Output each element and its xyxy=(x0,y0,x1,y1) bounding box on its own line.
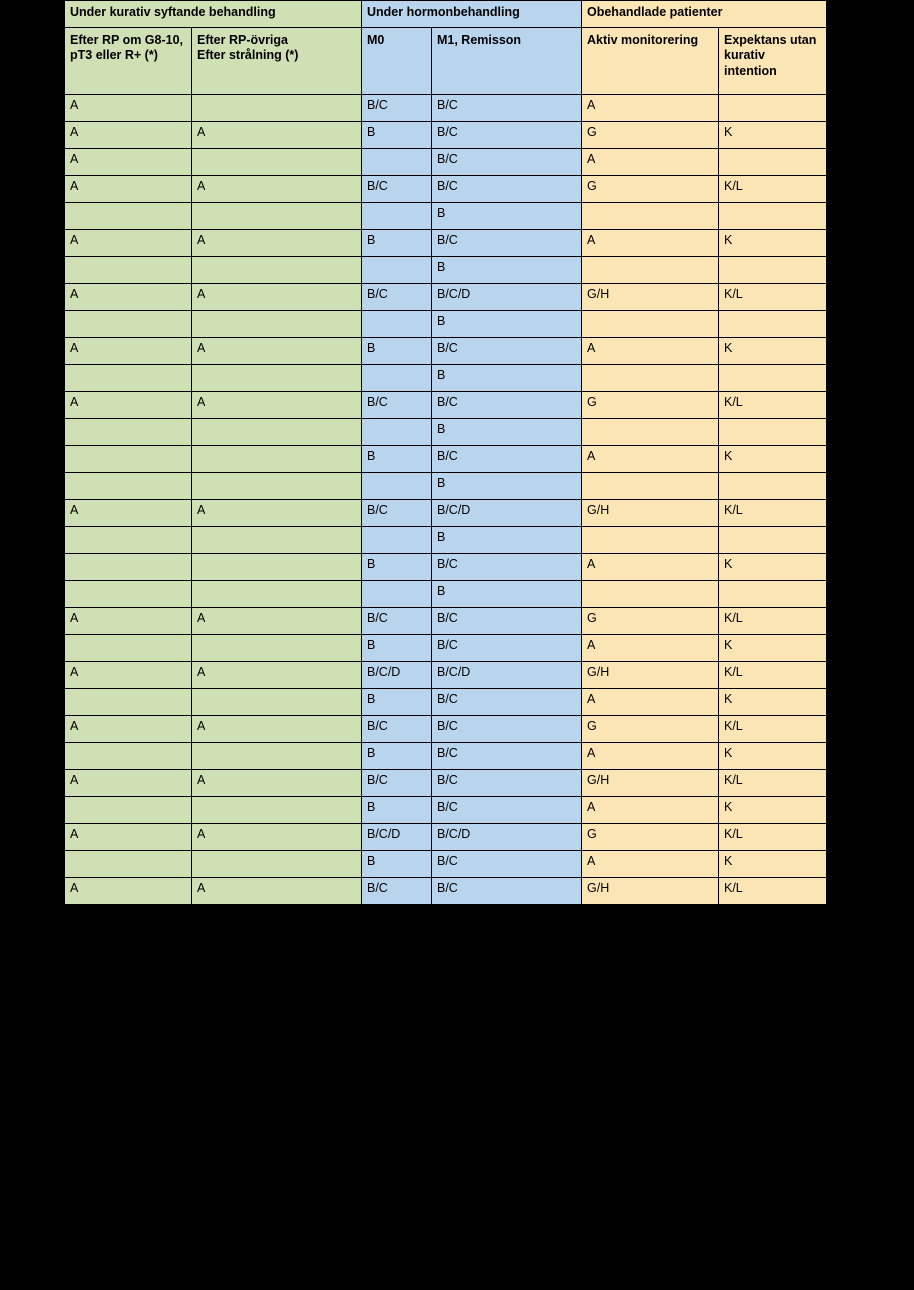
table-cell: A xyxy=(192,878,362,905)
table-cell xyxy=(192,689,362,716)
table-cell xyxy=(719,95,827,122)
table-row xyxy=(65,419,827,446)
table-row xyxy=(65,95,827,122)
table-cell: K/L xyxy=(719,770,827,797)
table-cell: K xyxy=(719,122,827,149)
table-cell: K/L xyxy=(719,176,827,203)
table-row xyxy=(65,203,827,230)
table-cell: A xyxy=(582,689,719,716)
table-row xyxy=(65,581,827,608)
table-cell xyxy=(65,743,192,770)
table-cell: B/C xyxy=(362,392,432,419)
table-cell xyxy=(582,203,719,230)
table-cell: K/L xyxy=(719,500,827,527)
table-cell xyxy=(192,851,362,878)
table-cell: B xyxy=(362,338,432,365)
table-cell: B xyxy=(362,122,432,149)
table-row xyxy=(65,716,827,743)
table-cell xyxy=(192,419,362,446)
table-cell xyxy=(192,743,362,770)
table-cell: A xyxy=(582,554,719,581)
table-row xyxy=(65,257,827,284)
table-cell: B xyxy=(432,581,582,608)
table-row xyxy=(65,554,827,581)
table-cell xyxy=(582,527,719,554)
table-cell: B xyxy=(432,419,582,446)
table-cell: B/C/D xyxy=(432,284,582,311)
table-cell: G/H xyxy=(582,770,719,797)
table-cell: G xyxy=(582,608,719,635)
table-cell: A xyxy=(65,824,192,851)
table-cell xyxy=(65,851,192,878)
table-cell: A xyxy=(582,635,719,662)
table-cell xyxy=(362,311,432,338)
table-cell: K xyxy=(719,635,827,662)
group-header-cell: Obehandlade patienter xyxy=(582,1,827,28)
table-cell xyxy=(362,203,432,230)
table-cell xyxy=(362,149,432,176)
table-cell: B xyxy=(432,473,582,500)
table-cell: A xyxy=(192,230,362,257)
table-cell: B/C/D xyxy=(432,824,582,851)
table-cell xyxy=(65,419,192,446)
table-cell: A xyxy=(65,500,192,527)
table-body xyxy=(65,1,827,905)
table-cell: B/C xyxy=(432,122,582,149)
table-cell: B xyxy=(362,230,432,257)
table-row xyxy=(65,122,827,149)
table-cell xyxy=(65,446,192,473)
table-cell: B/C xyxy=(432,797,582,824)
table-cell xyxy=(65,365,192,392)
table-row xyxy=(65,635,827,662)
table-cell: K/L xyxy=(719,716,827,743)
table-cell: B xyxy=(432,311,582,338)
table-cell: A xyxy=(65,662,192,689)
table-cell: B/C xyxy=(362,500,432,527)
table-cell: B/C/D xyxy=(362,824,432,851)
table-cell xyxy=(192,95,362,122)
table-cell: B/C xyxy=(362,770,432,797)
table-row xyxy=(65,824,827,851)
table-row xyxy=(65,365,827,392)
table-cell: B xyxy=(362,635,432,662)
table-row xyxy=(65,851,827,878)
table-cell xyxy=(362,581,432,608)
table-row xyxy=(65,608,827,635)
table-cell xyxy=(582,311,719,338)
table-cell: A xyxy=(192,716,362,743)
table-cell: K/L xyxy=(719,392,827,419)
table-cell xyxy=(192,149,362,176)
table-cell: G xyxy=(582,176,719,203)
table-cell xyxy=(192,554,362,581)
column-header-cell: Aktiv monitorering xyxy=(582,28,719,95)
table-cell: B/C xyxy=(362,608,432,635)
table-cell: G xyxy=(582,824,719,851)
table-cell xyxy=(582,473,719,500)
table-cell xyxy=(719,527,827,554)
table-cell: K xyxy=(719,446,827,473)
table-cell: B/C xyxy=(432,230,582,257)
group-header-cell: Under hormonbehandling xyxy=(362,1,582,28)
table-cell: B/C xyxy=(362,878,432,905)
table-cell: B xyxy=(362,743,432,770)
table-cell: B/C xyxy=(432,608,582,635)
table-row xyxy=(65,743,827,770)
table-cell: A xyxy=(65,122,192,149)
table-cell: K xyxy=(719,851,827,878)
table-cell: A xyxy=(192,176,362,203)
table-cell: A xyxy=(65,338,192,365)
table-cell xyxy=(65,311,192,338)
table-cell: B/C/D xyxy=(432,500,582,527)
table-cell: B/C xyxy=(432,770,582,797)
table-cell: A xyxy=(192,122,362,149)
table-cell: A xyxy=(192,284,362,311)
table-cell: B xyxy=(432,365,582,392)
table-cell xyxy=(192,446,362,473)
table-cell: A xyxy=(65,878,192,905)
table-cell xyxy=(719,581,827,608)
table-cell xyxy=(65,635,192,662)
table-cell: A xyxy=(65,284,192,311)
table-cell: B/C xyxy=(362,176,432,203)
table-cell xyxy=(192,527,362,554)
table-cell xyxy=(65,473,192,500)
table-cell: B xyxy=(362,689,432,716)
table-cell xyxy=(192,203,362,230)
table-cell: K xyxy=(719,230,827,257)
table-cell xyxy=(192,257,362,284)
table-cell: B/C xyxy=(362,284,432,311)
table-cell: G/H xyxy=(582,284,719,311)
table-cell: K/L xyxy=(719,878,827,905)
table-subheader-row xyxy=(65,28,827,95)
table-cell xyxy=(192,473,362,500)
table-cell: K/L xyxy=(719,824,827,851)
data-table-container xyxy=(64,0,826,905)
table-cell xyxy=(582,581,719,608)
table-cell: A xyxy=(582,797,719,824)
table-cell: B xyxy=(432,527,582,554)
table-cell: B/C xyxy=(432,149,582,176)
table-row xyxy=(65,527,827,554)
table-cell: B/C xyxy=(432,554,582,581)
table-cell: A xyxy=(582,149,719,176)
table-cell: K/L xyxy=(719,662,827,689)
table-cell: A xyxy=(582,338,719,365)
group-header-cell: Under kurativ syftande behandling xyxy=(65,1,362,28)
table-cell: G xyxy=(582,122,719,149)
table-row xyxy=(65,149,827,176)
table-cell: K/L xyxy=(719,284,827,311)
table-row xyxy=(65,770,827,797)
table-group-header-row xyxy=(65,1,827,28)
table-row xyxy=(65,311,827,338)
table-cell xyxy=(65,554,192,581)
column-header-cell: Efter RP om G8-10, pT3 eller R+ (*) xyxy=(65,28,192,95)
table-row xyxy=(65,392,827,419)
table-row xyxy=(65,662,827,689)
table-cell: G xyxy=(582,716,719,743)
table-row xyxy=(65,338,827,365)
table-cell xyxy=(582,365,719,392)
table-cell: B xyxy=(432,203,582,230)
table-cell: B/C xyxy=(432,851,582,878)
table-cell: A xyxy=(192,824,362,851)
table-cell xyxy=(719,203,827,230)
table-cell: A xyxy=(65,716,192,743)
table-cell xyxy=(192,581,362,608)
table-cell xyxy=(582,257,719,284)
table-cell: B xyxy=(362,797,432,824)
table-cell xyxy=(192,365,362,392)
table-cell: A xyxy=(192,338,362,365)
table-cell xyxy=(719,149,827,176)
table-cell: G/H xyxy=(582,500,719,527)
table-cell: K xyxy=(719,338,827,365)
table-cell: A xyxy=(582,851,719,878)
table-cell xyxy=(719,311,827,338)
table-cell: K/L xyxy=(719,608,827,635)
table-cell: B xyxy=(362,446,432,473)
table-cell xyxy=(65,257,192,284)
table-cell: B/C xyxy=(362,716,432,743)
table-cell: B/C/D xyxy=(432,662,582,689)
treatment-matrix-table xyxy=(64,0,827,905)
table-cell: A xyxy=(192,662,362,689)
table-cell: A xyxy=(65,149,192,176)
table-cell: A xyxy=(582,230,719,257)
table-cell xyxy=(362,473,432,500)
table-cell xyxy=(719,473,827,500)
table-cell: A xyxy=(582,446,719,473)
table-cell xyxy=(65,203,192,230)
table-cell: A xyxy=(192,770,362,797)
table-cell: B/C/D xyxy=(362,662,432,689)
table-cell: B/C xyxy=(432,689,582,716)
table-cell: G/H xyxy=(582,878,719,905)
table-cell: K xyxy=(719,797,827,824)
table-cell: A xyxy=(65,770,192,797)
table-row xyxy=(65,176,827,203)
table-cell: K xyxy=(719,554,827,581)
table-row xyxy=(65,473,827,500)
table-row xyxy=(65,689,827,716)
table-cell: A xyxy=(582,95,719,122)
table-cell: A xyxy=(65,392,192,419)
table-cell: B/C xyxy=(432,743,582,770)
table-cell: B/C xyxy=(432,392,582,419)
table-cell: B/C xyxy=(432,446,582,473)
table-row xyxy=(65,797,827,824)
table-cell: B xyxy=(432,257,582,284)
table-cell: A xyxy=(65,176,192,203)
table-cell xyxy=(362,365,432,392)
table-row xyxy=(65,284,827,311)
table-row xyxy=(65,446,827,473)
column-header-cell: M1, Remisson xyxy=(432,28,582,95)
table-cell xyxy=(192,797,362,824)
table-cell: G/H xyxy=(582,662,719,689)
table-cell xyxy=(719,365,827,392)
table-cell xyxy=(192,311,362,338)
table-cell: B/C xyxy=(432,338,582,365)
table-cell: K xyxy=(719,743,827,770)
table-cell: A xyxy=(192,608,362,635)
table-cell: B/C xyxy=(432,95,582,122)
table-cell: A xyxy=(65,95,192,122)
table-cell xyxy=(192,635,362,662)
table-cell xyxy=(362,257,432,284)
table-cell xyxy=(362,527,432,554)
table-cell: G xyxy=(582,392,719,419)
table-row xyxy=(65,500,827,527)
table-cell: B/C xyxy=(432,635,582,662)
column-header-cell: Efter RP-övriga Efter strålning (*) xyxy=(192,28,362,95)
table-cell: B/C xyxy=(432,716,582,743)
table-cell: B xyxy=(362,554,432,581)
table-cell: A xyxy=(65,608,192,635)
table-cell: A xyxy=(65,230,192,257)
table-cell xyxy=(65,527,192,554)
column-header-cell: Expektans utan kurativ intention xyxy=(719,28,827,95)
table-cell xyxy=(362,419,432,446)
table-cell: B/C xyxy=(362,95,432,122)
column-header-cell: M0 xyxy=(362,28,432,95)
table-cell xyxy=(719,419,827,446)
table-row xyxy=(65,878,827,905)
table-row xyxy=(65,230,827,257)
table-cell: A xyxy=(582,743,719,770)
table-cell xyxy=(719,257,827,284)
table-cell xyxy=(65,689,192,716)
table-cell xyxy=(65,581,192,608)
table-cell: A xyxy=(192,500,362,527)
table-cell: K xyxy=(719,689,827,716)
table-cell: B/C xyxy=(432,176,582,203)
table-cell: A xyxy=(192,392,362,419)
table-cell: B xyxy=(362,851,432,878)
table-cell xyxy=(65,797,192,824)
table-cell: B/C xyxy=(432,878,582,905)
table-cell xyxy=(582,419,719,446)
